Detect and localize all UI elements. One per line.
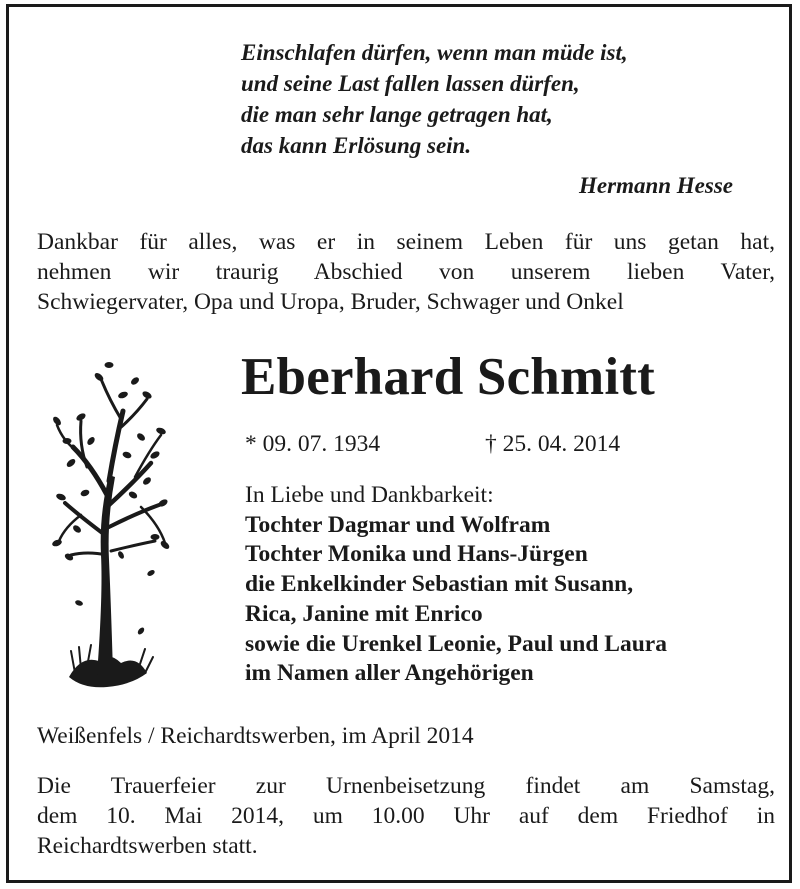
tree-with-falling-leaves-icon [51, 355, 171, 700]
quote-author: Hermann Hesse [579, 173, 733, 198]
family-member: im Namen aller Angehörigen [245, 660, 534, 687]
ceremony-line: dem 10. Mai 2014, um 10.00 Uhr auf dem Friedhof in [37, 803, 775, 829]
family-signatories [245, 481, 775, 689]
place-date: Weißenfels / Reichardtswerben, im April 2014 [37, 723, 474, 749]
birth-date: * 09. 07. 1934 [245, 431, 381, 457]
family-member: die Enkelkinder Sebastian mit Susann, [245, 571, 634, 598]
family-member: Tochter Monika und Hans-Jürgen [245, 541, 588, 568]
ceremony-line: Die Trauerfeier zur Urnenbeisetzung findet am Samstag, [37, 773, 775, 799]
intro-text [37, 227, 775, 317]
family-member: Tochter Dagmar und Wolfram [245, 511, 551, 538]
family-member: Rica, Janine mit Enrico [245, 600, 483, 627]
intro-line: Dankbar für alles, was er in seinem Leben für uns getan hat, [37, 229, 775, 255]
quote-line: und seine Last fallen lassen dürfen, [241, 71, 580, 96]
intro-line: Schwiegervater, Opa und Uropa, Bruder, Schwager und Onkel [37, 289, 624, 315]
ceremony-info [37, 771, 775, 861]
obituary-notice [6, 4, 792, 883]
poem-quote [241, 37, 721, 161]
quote-line: die man sehr lange getragen hat, [241, 102, 553, 127]
deceased-name: Eberhard Schmitt [241, 348, 655, 406]
intro-line: nehmen wir traurig Abschied von unserem lieben Vater, [37, 259, 775, 285]
family-member: sowie die Urenkel Leonie, Paul und Laura [245, 630, 667, 657]
quote-line: das kann Erlösung sein. [241, 133, 472, 158]
ceremony-line: Reichardtswerben statt. [37, 833, 258, 859]
death-date: † 25. 04. 2014 [485, 431, 621, 457]
quote-line: Einschlafen dürfen, wenn man müde ist, [241, 40, 628, 65]
family-heading: In Liebe und Dankbarkeit: [245, 482, 494, 508]
